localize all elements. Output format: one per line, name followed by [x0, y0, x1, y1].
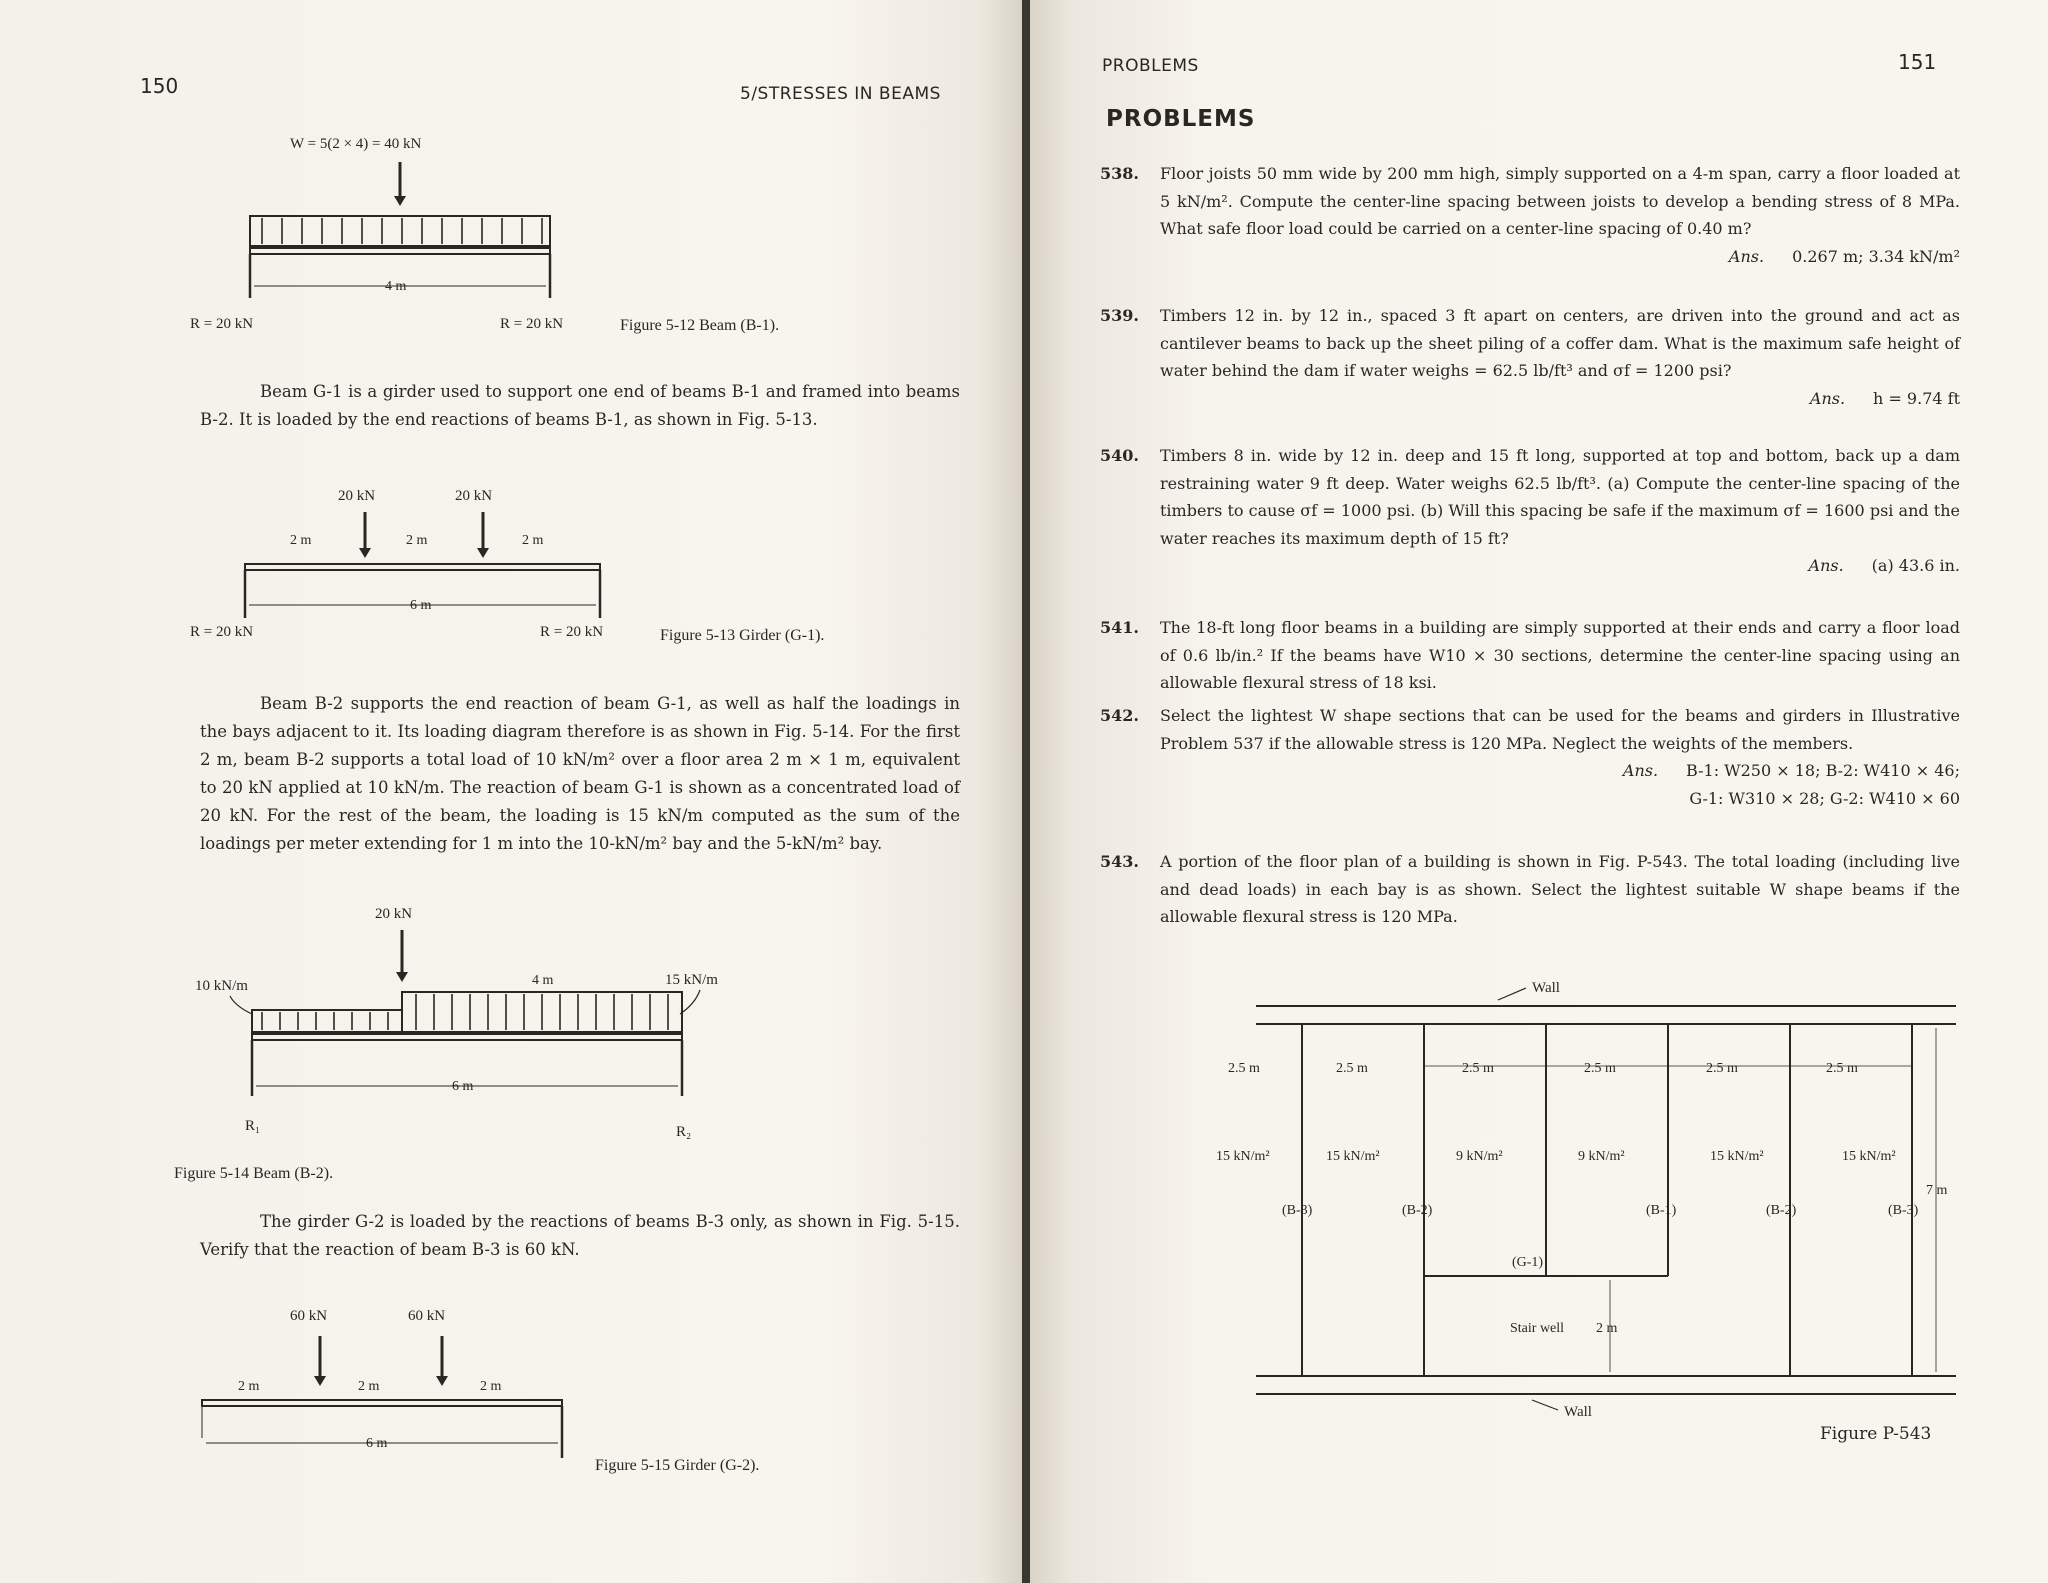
fig14-arrow-head [396, 972, 408, 982]
wall-bottom-label: Wall [1564, 1404, 1592, 1420]
paragraph-beam-b2: Beam B-2 supports the end reaction of beam G-1, as well as half the loadings in the bays adjacent to it. Its loading diagram therefore is as shown in Fig. 5-14. For the first 2 m, beam B-2 supports a total load of 10 kN/m² over a floor area 2 m × 1 m, equivalent to 20 kN applied at 10 kN/m. The reaction of beam G-1 is shown as a concentrated load of 20 kN. For the rest of the beam, the loading is 15 kN/m computed as the sum of the loadings per meter extending for 1 m into the 10-kN/m² bay and the 5-kN/m² bay. [200, 694, 960, 853]
girder-label: (G-1) [1512, 1255, 1544, 1270]
page-number-right: 151 [1898, 50, 1937, 74]
fig14-seg-label: 4 m [532, 973, 554, 988]
right-page [1030, 0, 2048, 1583]
answer-value: (a) 43.6 in. [1871, 556, 1960, 575]
fig14-r2: R₂ [676, 1124, 692, 1140]
fig13-span-label: 6 m [410, 598, 432, 613]
fig14-w-right: 15 kN/m [665, 972, 718, 988]
problem-number: 542. [1100, 706, 1139, 725]
fig13-arrow-head-1 [359, 548, 371, 558]
wall-top-label: Wall [1532, 980, 1560, 996]
answer-value: B-1: W250 × 18; B-2: W410 × 46; [1686, 761, 1960, 780]
spacing-3: 2.5 m [1462, 1061, 1494, 1076]
answer-label: Ans. [1808, 556, 1844, 575]
fig12-beam [250, 248, 550, 254]
problem-text: Timbers 12 in. by 12 in., spaced 3 ft apart on centers, are driven into the ground and act as cantilever beams to back up the sheet piling of a coffer dam. What is the maximum safe height of water behind the dam if water weighs = 62.5 lb/ft³ and σf = 1200 psi? [1160, 306, 1960, 380]
problem-number: 538. [1100, 164, 1139, 183]
fig13-seg3: 2 m [522, 533, 544, 548]
problem-542 [1100, 702, 1960, 812]
fig15-seg1: 2 m [238, 1379, 260, 1394]
problem-number: 539. [1100, 306, 1139, 325]
figure-p-543 [1216, 968, 1986, 1448]
fig12-load-arrows [262, 218, 542, 244]
problem-538 [1100, 160, 1960, 270]
beam-label-b2-right: (B-2) [1766, 1203, 1797, 1218]
stair-well-label: Stair well [1510, 1321, 1565, 1336]
fig15-arrow-head-2 [436, 1376, 448, 1386]
fig15-load1: 60 kN [290, 1308, 328, 1324]
paragraph-girder-g2: The girder G-2 is loaded by the reactions of beams B-3 only, as shown in Fig. 5-15. Verify that the reaction of beam B-3 is 60 kN. [200, 1212, 960, 1259]
beam-label-b1: (B-1) [1646, 1203, 1677, 1218]
fig13-load1: 20 kN [338, 488, 376, 504]
answer-label: Ans. [1809, 388, 1846, 408]
paragraph-beam-g1: Beam G-1 is a girder used to support one end of beams B-1 and framed into beams B-2. It is loaded by the end reactions of beams B-1, as shown in Fig. 5-13. [200, 382, 960, 429]
fig15-span-label: 6 m [366, 1436, 388, 1451]
fig13-arrow-head-2 [477, 548, 489, 558]
fig14-w-left: 10 kN/m [195, 978, 248, 994]
fig13-r-right: R = 20 kN [540, 624, 604, 640]
answer-label: Ans. [1622, 761, 1659, 780]
page-number-left: 150 [140, 74, 179, 98]
left-page [0, 0, 1022, 1583]
fig12-r-right: R = 20 kN [500, 316, 564, 332]
spacing-5: 2.5 m [1706, 1061, 1738, 1076]
height-label: 7 m [1926, 1183, 1948, 1198]
fig14-r1: R₁ [245, 1118, 261, 1134]
answer-value: 0.267 m; 3.34 kN/m² [1792, 246, 1960, 266]
spacing-4: 2.5 m [1584, 1061, 1616, 1076]
fig13-r-left: R = 20 kN [190, 624, 254, 640]
bay-load-3: 9 kN/m² [1456, 1149, 1503, 1164]
answer-label: Ans. [1728, 246, 1765, 266]
figure-p-543-caption: Figure P-543 [1820, 1424, 1932, 1444]
fig13-seg1: 2 m [290, 533, 312, 548]
beam-label-b2-left: (B-2) [1402, 1203, 1433, 1218]
fig15-beam [202, 1400, 562, 1406]
fig15-load2: 60 kN [408, 1308, 446, 1324]
stair-dim-label: 2 m [1596, 1321, 1618, 1336]
problem-text: Floor joists 50 mm wide by 200 mm high, simply supported on a 4-m span, carry a floor loaded at 5 kN/m². Compute the center-line spacing between joists to develop a bending stress of 8 MPa. What safe floor load could be carried on a center-line spacing of 0.40 m? [1160, 164, 1960, 238]
problem-answer [1160, 757, 1960, 785]
answer-value: h = 9.74 ft [1873, 388, 1960, 408]
fig14-load-arrows [262, 994, 668, 1030]
bay-load-1: 15 kN/m² [1216, 1149, 1270, 1164]
fig13-caption: Figure 5-13 Girder (G-1). [660, 627, 825, 644]
spacing-6: 2.5 m [1826, 1061, 1858, 1076]
beam-label-b3-right: (B-3) [1888, 1203, 1919, 1218]
figure-5-12 [190, 118, 920, 338]
bay-load-2: 15 kN/m² [1326, 1149, 1380, 1164]
fig12-r-left: R = 20 kN [190, 316, 254, 332]
fig14-span-label: 6 m [452, 1079, 474, 1094]
wall-bottom-leader [1532, 1400, 1558, 1410]
fig12-span-label: 4 m [385, 279, 407, 294]
figure-5-14 [174, 896, 920, 1186]
fig12-load-label: W = 5(2 × 4) = 40 kN [290, 136, 422, 152]
problem-number: 543. [1100, 852, 1139, 871]
problem-text: The 18-ft long floor beams in a building are simply supported at their ends and carry a floor load of 0.6 lb/in.² If the beams have W10 × 30 sections, determine the center-line spacing using an allowable flexural stress of 18 ksi. [1160, 618, 1960, 692]
beam-label-b3-left: (B-3) [1282, 1203, 1313, 1218]
spacing-1: 2.5 m [1228, 1061, 1260, 1076]
problem-text: Select the lightest W shape sections that can be used for the beams and girders in Illustrative Problem 537 if the allowable stress is 120 MPa. Neglect the weights of the members. [1160, 706, 1960, 753]
problem-answer-line-2 [1160, 785, 1960, 813]
fig13-beam [245, 564, 600, 570]
problem-answer [1160, 552, 1960, 580]
fig15-caption: Figure 5-15 Girder (G-2). [595, 1457, 760, 1474]
figure-5-13 [190, 478, 920, 658]
fig12-uniform-load-box [250, 216, 550, 246]
fig12-caption: Figure 5-12 Beam (B-1). [620, 317, 780, 334]
fig13-seg2: 2 m [406, 533, 428, 548]
figure-5-15 [190, 1298, 910, 1478]
bay-load-6: 15 kN/m² [1842, 1149, 1896, 1164]
fig14-load-block-10 [252, 1010, 402, 1032]
running-head-right: PROBLEMS [1102, 56, 1199, 76]
problem-number: 540. [1100, 446, 1139, 465]
fig13-load2: 20 kN [455, 488, 493, 504]
running-head-left: 5/STRESSES IN BEAMS [740, 84, 941, 104]
bay-load-4: 9 kN/m² [1578, 1149, 1625, 1164]
problem-text: A portion of the floor plan of a building is shown in Fig. P-543. The total loading (including live and dead loads) in each bay is as shown. Select the lightest suitable W shape beams if the allowable flexural stress is 120 MPa. [1160, 852, 1960, 926]
fig15-arrow-head-1 [314, 1376, 326, 1386]
fig14-point-load: 20 kN [375, 906, 413, 922]
fig15-seg3: 2 m [480, 1379, 502, 1394]
fig14-caption: Figure 5-14 Beam (B-2). [174, 1165, 334, 1182]
problem-539 [1100, 302, 1960, 412]
problem-text: Timbers 8 in. wide by 12 in. deep and 15 ft long, supported at top and bottom, back up a dam restraining water 9 ft deep. Water weighs 62.5 lb/ft³. (a) Compute the center-line spacing of the timbers to cause σf = 1000 psi. (b) Will this spacing be safe if the maximum σf = 1600 psi and the water reaches its maximum depth of 15 ft? [1160, 446, 1960, 548]
wall-top-leader [1498, 988, 1526, 1000]
bay-load-5: 15 kN/m² [1710, 1149, 1764, 1164]
problem-number: 541. [1100, 618, 1139, 637]
problem-543 [1100, 848, 1960, 931]
problem-answer [1160, 243, 1960, 271]
section-title: PROBLEMS [1106, 106, 1256, 132]
fig12-arrow-head [394, 196, 406, 206]
fig15-seg2: 2 m [358, 1379, 380, 1394]
answer-value-2: G-1: W310 × 28; G-2: W410 × 60 [1689, 788, 1960, 808]
problem-541 [1100, 614, 1960, 697]
fig14-leader-left [230, 996, 252, 1014]
problem-540 [1100, 442, 1960, 580]
fig14-beam [252, 1034, 682, 1040]
spacing-2: 2.5 m [1336, 1061, 1368, 1076]
problem-answer [1160, 385, 1960, 413]
